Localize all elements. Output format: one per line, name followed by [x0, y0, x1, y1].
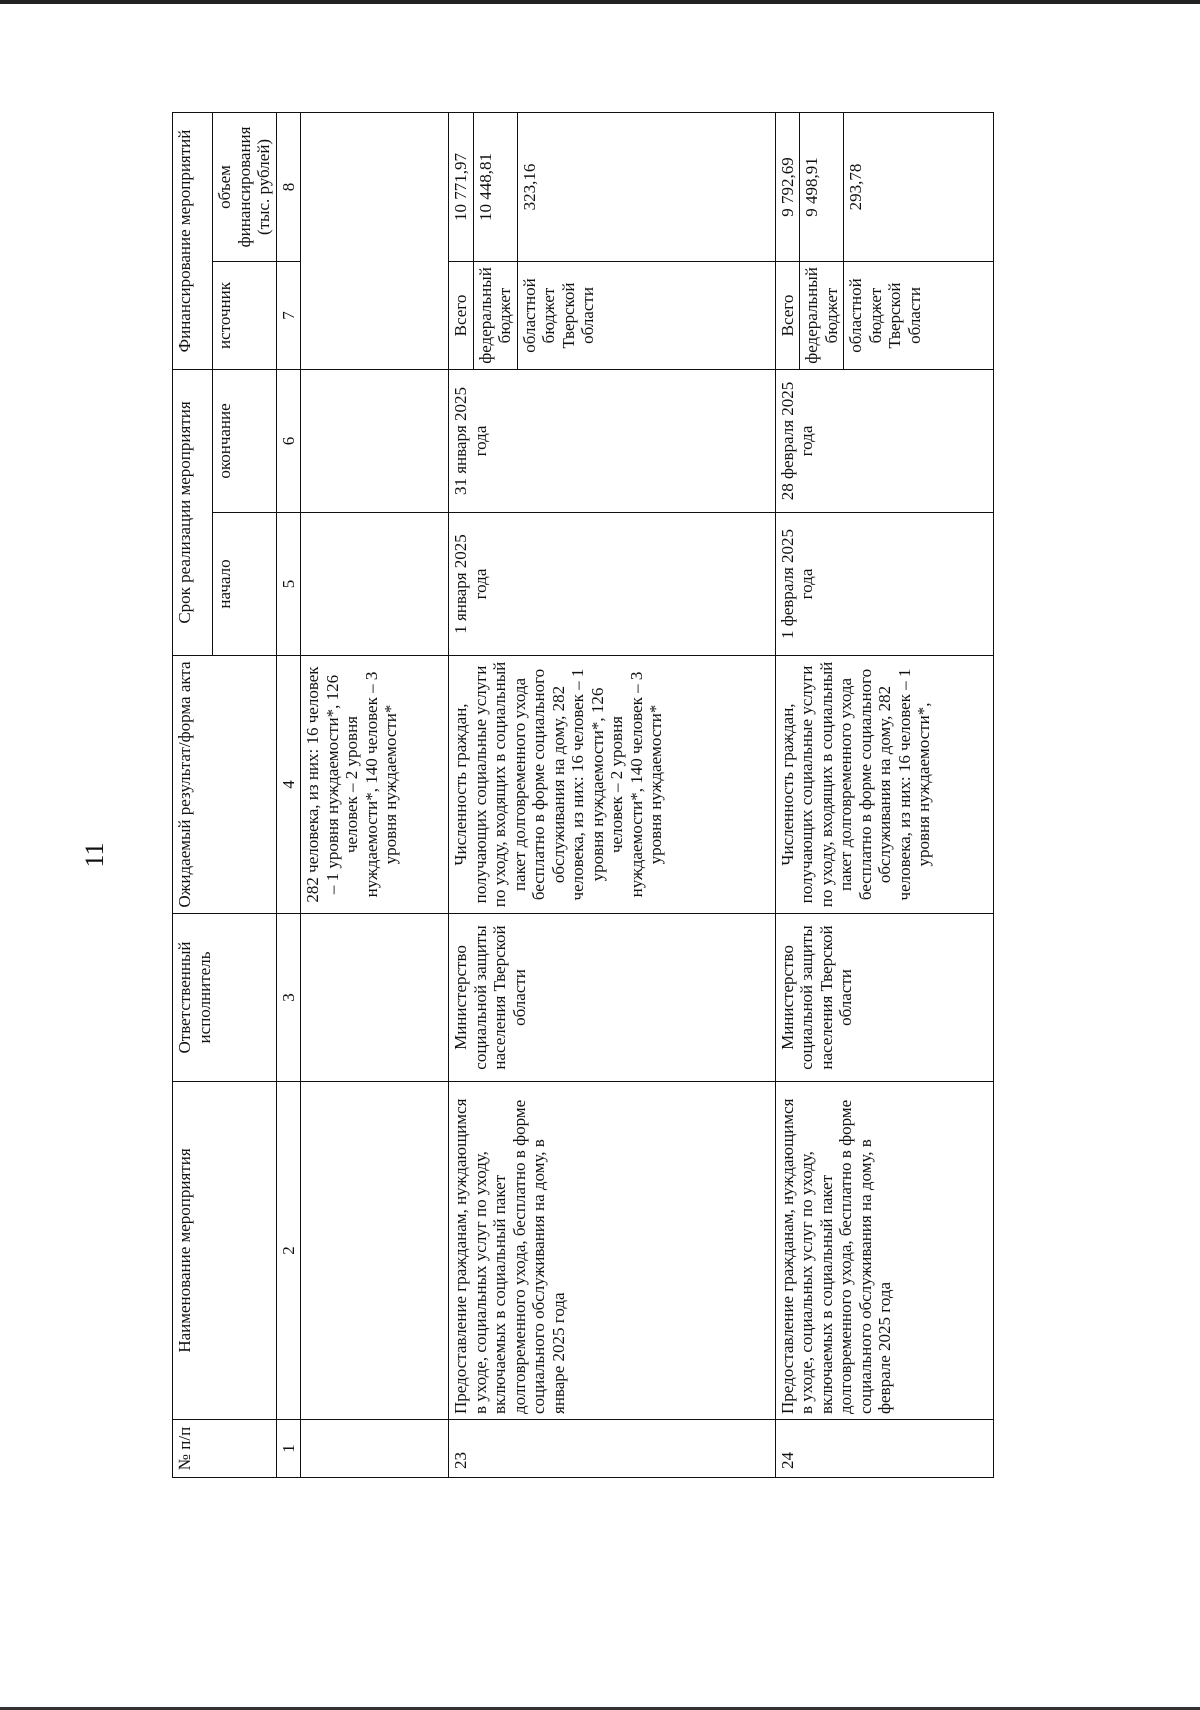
- header-row-1: [173, 112, 213, 1477]
- column-number: 1: [276, 1420, 301, 1478]
- funding-source: федеральный бюджет: [473, 261, 517, 369]
- rotated-page-content: [172, 113, 1182, 1478]
- funding-amount: 9 792,69: [775, 112, 800, 261]
- funding-source: федеральный бюджет: [800, 261, 844, 369]
- start-date: 1 января 2025 года: [449, 513, 776, 656]
- executor: Министерство социальной защиты населения Тверской области: [449, 914, 776, 1082]
- funding-amount: 10 448,81: [473, 112, 517, 261]
- column-number: 6: [276, 369, 301, 512]
- header-finance: Финансирование мероприятий: [173, 112, 213, 369]
- scan-edge-top: [0, 0, 1200, 4]
- column-number: 8: [276, 112, 301, 261]
- page-number: 11: [80, 842, 109, 868]
- continuation-row: [301, 112, 449, 1477]
- header-period-start: начало: [213, 513, 277, 656]
- header-period: Срок реализации мероприятия: [173, 369, 213, 655]
- header-num: № п/п: [173, 1420, 277, 1478]
- table-row: [775, 112, 800, 1477]
- executor: Министерство социальной защиты населения Тверской области: [775, 914, 994, 1082]
- continuation-result: 282 человека, из них: 16 человек – 1 уровня нуждаемости*, 126 человек – 2 уровня нуждаемости*, 140 человек – 3 уровня нуждаемости*: [301, 656, 449, 914]
- table-row: [449, 112, 474, 1477]
- activity-name: Предоставление гражданам, нуждающимся в уходе, социальных услуг по уходу, включаемых в социальный пакет долговременного ухода, бесплатно в форме социального обслуживания на дому, в январе 2025 года: [449, 1082, 776, 1420]
- activity-name: Предоставление гражданам, нуждающимся в уходе, социальных услуг по уходу, включаемых в социальный пакет долговременного ухода, бесплатно в форме социального обслуживания на дому, в феврале 2025 года: [775, 1082, 994, 1420]
- column-number: 4: [276, 656, 301, 914]
- end-date: 28 февраля 2025 года: [775, 369, 994, 512]
- header-finance-source: источник: [213, 261, 277, 369]
- funding-amount: 9 498,91: [800, 112, 844, 261]
- header-name: Наименование мероприятия: [173, 1082, 277, 1420]
- funding-amount: 10 771,97: [449, 112, 474, 261]
- funding-source: областной бюджет Тверской области: [844, 261, 994, 369]
- header-result: Ожидаемый результат/форма акта: [173, 656, 277, 914]
- funding-source: Всего: [775, 261, 800, 369]
- funding-amount: 293,78: [844, 112, 994, 261]
- funding-amount: 323,16: [517, 112, 775, 261]
- start-date: 1 февраля 2025 года: [775, 513, 994, 656]
- column-number: 2: [276, 1082, 301, 1420]
- header-executor: Ответственный исполнитель: [173, 914, 277, 1082]
- expected-result: Численность граждан, получающих социальные услуги по уходу, входящих в социальный пакет долговременного ухода бесплатно в форме социального обслуживания на дому, 282 человека, из них: 16 человек – 1 уровня нуждаемости*, 126 человек – 2 уровня нуждаемости*, 140 человек – 3 уровня нуждаемости*: [449, 656, 776, 914]
- header-period-end: окончание: [213, 369, 277, 512]
- activities-table: [172, 112, 994, 1478]
- expected-result: Численность граждан, получающих социальные услуги по уходу, входящих в социальный пакет долговременного ухода бесплатно в форме социального обслуживания на дому, 282 человека, из них: 16 человек – 1 уровня нуждаемости*,: [775, 656, 994, 914]
- column-number-row: [276, 112, 301, 1477]
- row-number: 23: [449, 1420, 776, 1478]
- funding-source: областной бюджет Тверской области: [517, 261, 775, 369]
- column-number: 5: [276, 513, 301, 656]
- header-finance-amount: объем финансирования (тыс. рублей): [213, 112, 277, 261]
- funding-source: Всего: [449, 261, 474, 369]
- end-date: 31 января 2025 года: [449, 369, 776, 512]
- row-number: 24: [775, 1420, 994, 1478]
- column-number: 3: [276, 914, 301, 1082]
- column-number: 7: [276, 261, 301, 369]
